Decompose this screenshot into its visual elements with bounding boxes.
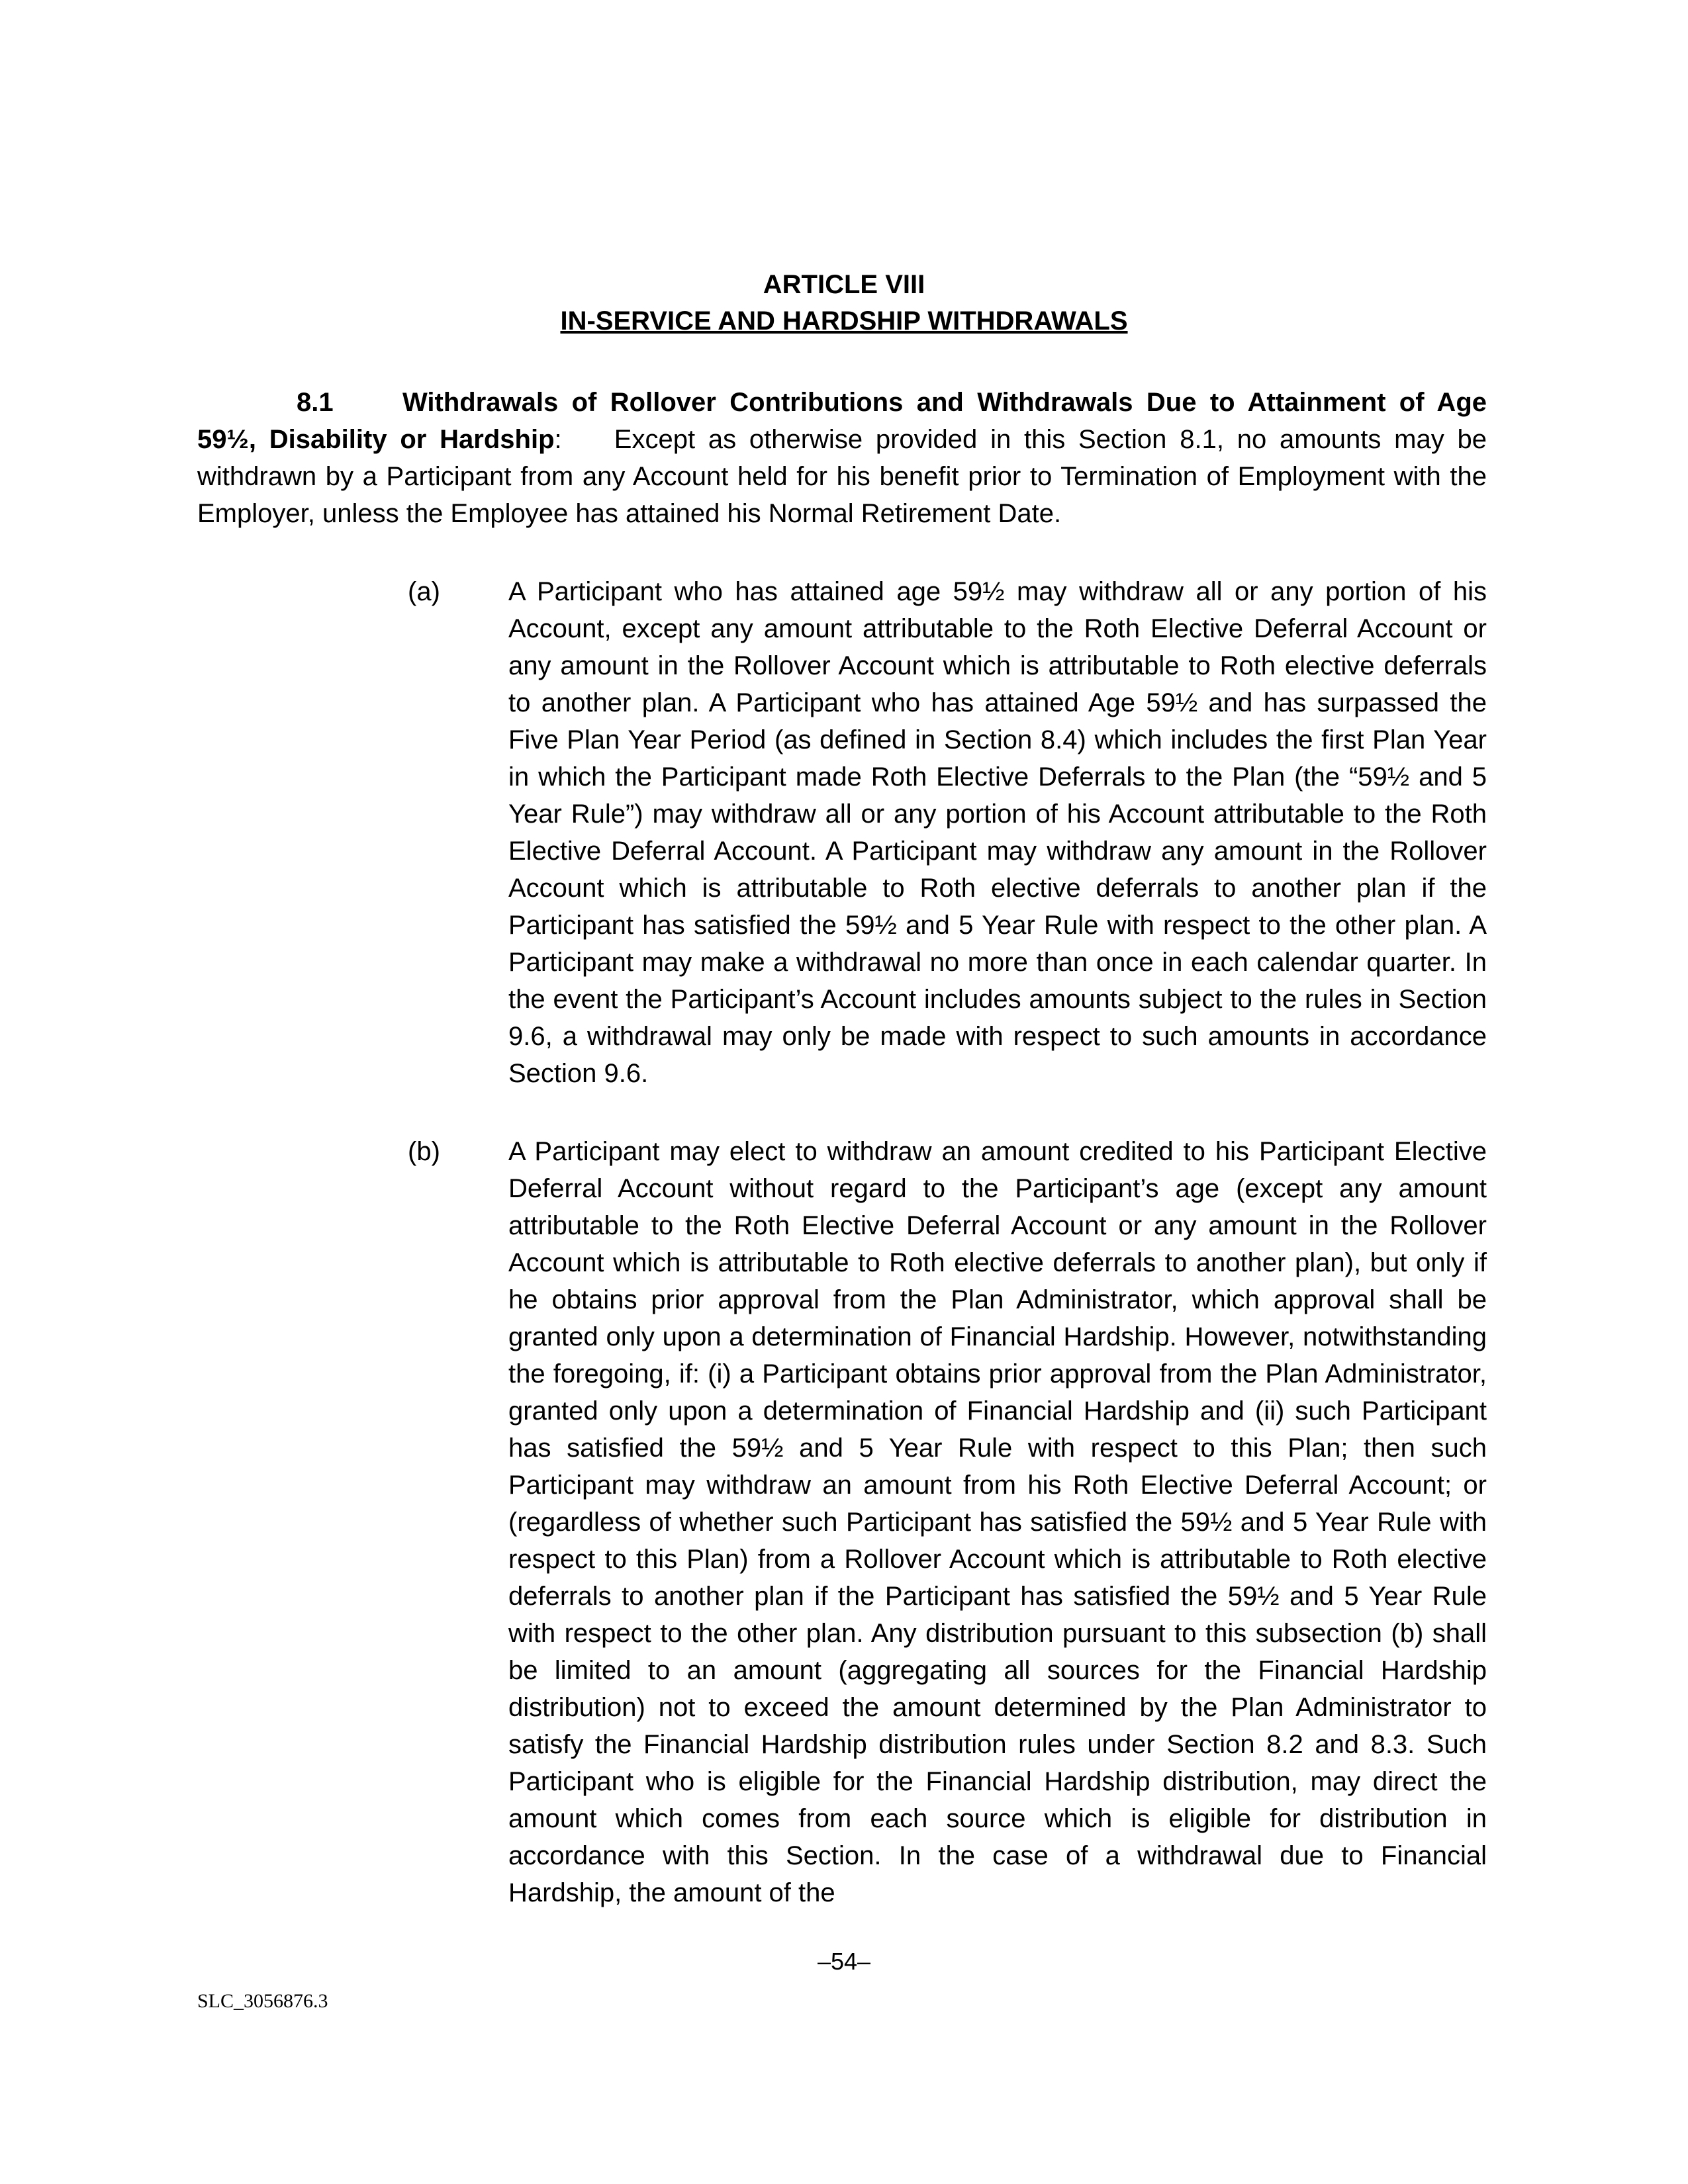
subsection-text: A Participant may elect to withdraw an amount credited to his Participant Elective Deferral Account without regard to the Participant’s age (except any amount attributable to the Roth Elective Deferral Account or any amount in the Rollover Account which is attributable to Roth elective deferrals to another plan), but only if he obtains prior approval from the Plan Administrator, which approval shall be granted only upon a determination of Financial Hardship. However, notwithstanding the foregoing, if: (i) a Participant obtains prior approval from the Plan Administrator, granted only upon a determination of Financial Hardship and (ii) such Participant has satisfied the 59½ and 5 Year Rule with respect to this Plan; then such Participant may withdraw an amount from his Roth Elective Deferral Account; or (regardless of whether such Participant has satisfied the 59½ and 5 Year Rule with respect to this Plan) from a Rollover Account which is attributable to Roth elective deferrals to another plan if the Participant has satisfied the 59½ and 5 Year Rule with respect to the other plan. Any distribution pursuant to this subsection (b) shall be limited to an amount (aggregating all sources for the Financial Hardship distribution) not to exceed the amount determined by the Plan Administrator to satisfy the Financial Hardship distribution rules under Section 8.2 and 8.3. Such Participant who is eligible for the Financial Hardship distribution, may direct the amount which comes from each source which is eligible for distribution in accordance with this Section. In the case of a withdrawal due to Financial Hardship, the amount of the <box>508 1137 1487 1907</box>
subsection-label: (a) <box>408 577 440 606</box>
article-title: IN-SERVICE AND HARDSHIP WITHDRAWALS <box>560 306 1128 336</box>
section-body: Except as otherwise provided in this Section 8.1, no amounts may be withdrawn by a Participant from any Account held for his benefit prior to Termination of Employment with the Employer, unless the Employee has attained his Normal Retirement Date. <box>197 425 1487 528</box>
subsection-label: (b) <box>408 1137 440 1166</box>
section-number: 8.1 <box>297 388 334 417</box>
section-title-colon: : <box>554 425 562 454</box>
section-8-1 <box>197 384 1487 532</box>
article-number: ARTICLE VIII <box>763 270 925 299</box>
document-id: SLC_3056876.3 <box>197 1990 328 2012</box>
section-title: Withdrawals of Rollover Contributions and Withdrawals Due to Attainment of Age 59½, Disability or Hardship <box>197 388 1487 454</box>
page-number: –54– <box>817 1948 871 1975</box>
subsection-text: A Participant who has attained age 59½ may withdraw all or any portion of his Account, except any amount attributable to the Roth Elective Deferral Account or any amount in the Rollover Account which is attributable to Roth elective deferrals to another plan. A Participant who has attained Age 59½ and has surpassed the Five Plan Year Period (as defined in Section 8.4) which includes the first Plan Year in which the Participant made Roth Elective Deferrals to the Plan (the “59½ and 5 Year Rule”) may withdraw all or any portion of his Account attributable to the Roth Elective Deferral Account. A Participant may withdraw any amount in the Rollover Account which is attributable to Roth elective deferrals to another plan if the Participant has satisfied the 59½ and 5 Year Rule with respect to the other plan. A Participant may make a withdrawal no more than once in each calendar quarter. In the event the Participant’s Account includes amounts subject to the rules in Section 9.6, a withdrawal may only be made with respect to such amounts in accordance Section 9.6. <box>508 577 1487 1088</box>
